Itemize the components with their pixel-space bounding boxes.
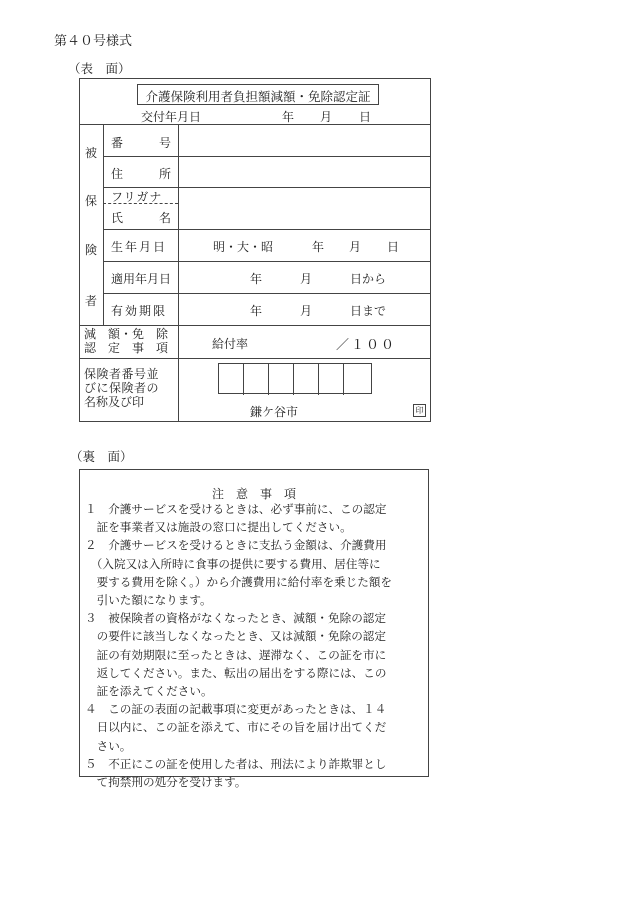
insurer-label-line1: 保険者番号並 [84,367,160,381]
insurer-number-digit-box[interactable] [244,364,269,395]
insurer-name: 鎌ケ谷市 [250,405,299,419]
birth-year: 年 [312,240,325,254]
benefit-rate-value: ／１００ [336,338,397,353]
applicable-month: 月 [300,272,313,286]
issue-date-year: 年 [282,110,295,124]
insurer-number-digit-box[interactable] [319,364,344,395]
grid-line [103,261,431,262]
benefit-rate-label: 給付率 [212,337,249,351]
front-side-label: （表 面） [68,61,131,76]
grid-line [79,358,431,359]
reduction-label-line2: 認 定 事 項 [84,341,169,355]
grid-line [103,293,431,294]
validity-label: 有効期限 [111,304,168,318]
notice-item-1: １ 介護サービスを受けるときは、必ず事前に、この認定 証を事業者又は施設の窓口に提出してください。 [85,502,387,535]
reduction-label-line1: 減 額・免 除 [84,327,169,341]
furigana-field[interactable] [179,188,430,203]
name-field[interactable] [179,204,430,228]
address-label: 住 所 [111,167,172,181]
insurer-number-digit-box[interactable] [219,364,244,395]
birth-day: 日 [387,240,400,254]
insurer-number-digit-box[interactable] [294,364,319,395]
insurer-number-digit-box[interactable] [344,364,371,395]
number-field[interactable] [179,125,430,155]
grid-line [103,124,104,325]
notice-item-2: ２ 介護サービスを受けるときに支払う金額は、介護費用 （入院又は入所時に食事の提供に要する費用、居住等に 要する費用を除く。）から介護費用に給付率を乗じた額を 引いた額になります。 [85,538,393,608]
furigana-label: フリガナ [111,190,163,204]
issue-date-label: 交付年月日 [141,110,202,124]
notice-item-5: ５ 不正にこの証を使用した者は、刑法により詐欺罪とし て拘禁刑の処分を受けます。 [85,756,387,790]
birth-date-label: 生年月日 [111,240,168,254]
birth-month: 月 [349,240,362,254]
notice-heading: 注 意 事 項 [211,487,296,501]
validity-year: 年 [250,304,263,318]
form-number: 第４０号様式 [54,34,133,49]
grid-line [79,325,431,326]
notice-items [85,500,392,791]
insured-label-char: 被 [85,146,98,160]
insured-label-char: 保 [85,194,98,208]
insurer-label-line2: びに保険者の [84,381,160,395]
insurer-number-digit-box[interactable] [269,364,294,395]
certificate-title: 介護保険利用者負担額減額・免除認定証 [145,89,371,104]
applicable-year: 年 [250,272,263,286]
issue-date-month: 月 [320,110,333,124]
insurer-label-line3: 名称及び印 [84,395,145,409]
number-label: 番 号 [111,136,172,150]
applicable-day: 日から [350,272,387,286]
birth-era-options: 明・大・昭 [213,240,274,254]
validity-month: 月 [300,304,313,318]
grid-line [103,229,431,230]
insured-label-char: 険 [85,243,98,257]
validity-day: 日まで [350,304,387,318]
applicable-date-label: 適用年月日 [111,272,172,286]
seal-mark: 印 [413,404,426,417]
notice-item-4: ４ この証の表面の記載事項に変更があったときは、１４ 日以内に、この証を添えて、市にその旨を届け出てくだ さい。 [85,702,387,753]
name-label: 氏 名 [111,211,172,225]
insurer-number-boxes [218,363,372,394]
notice-item-3: ３ 被保険者の資格がなくなったとき、減額・免除の認定 の要件に該当しなくなったとき、又は減額・免除の認定 証の有効期限に至ったときは、遅滞なく、この証を市に 返してください。また、転出の届出をする際には、この 証を添えてください。 [85,611,387,699]
address-field[interactable] [179,157,430,186]
back-side-label: （裏 面） [70,449,133,464]
issue-date-day: 日 [359,110,372,124]
insured-label-char: 者 [85,294,98,308]
